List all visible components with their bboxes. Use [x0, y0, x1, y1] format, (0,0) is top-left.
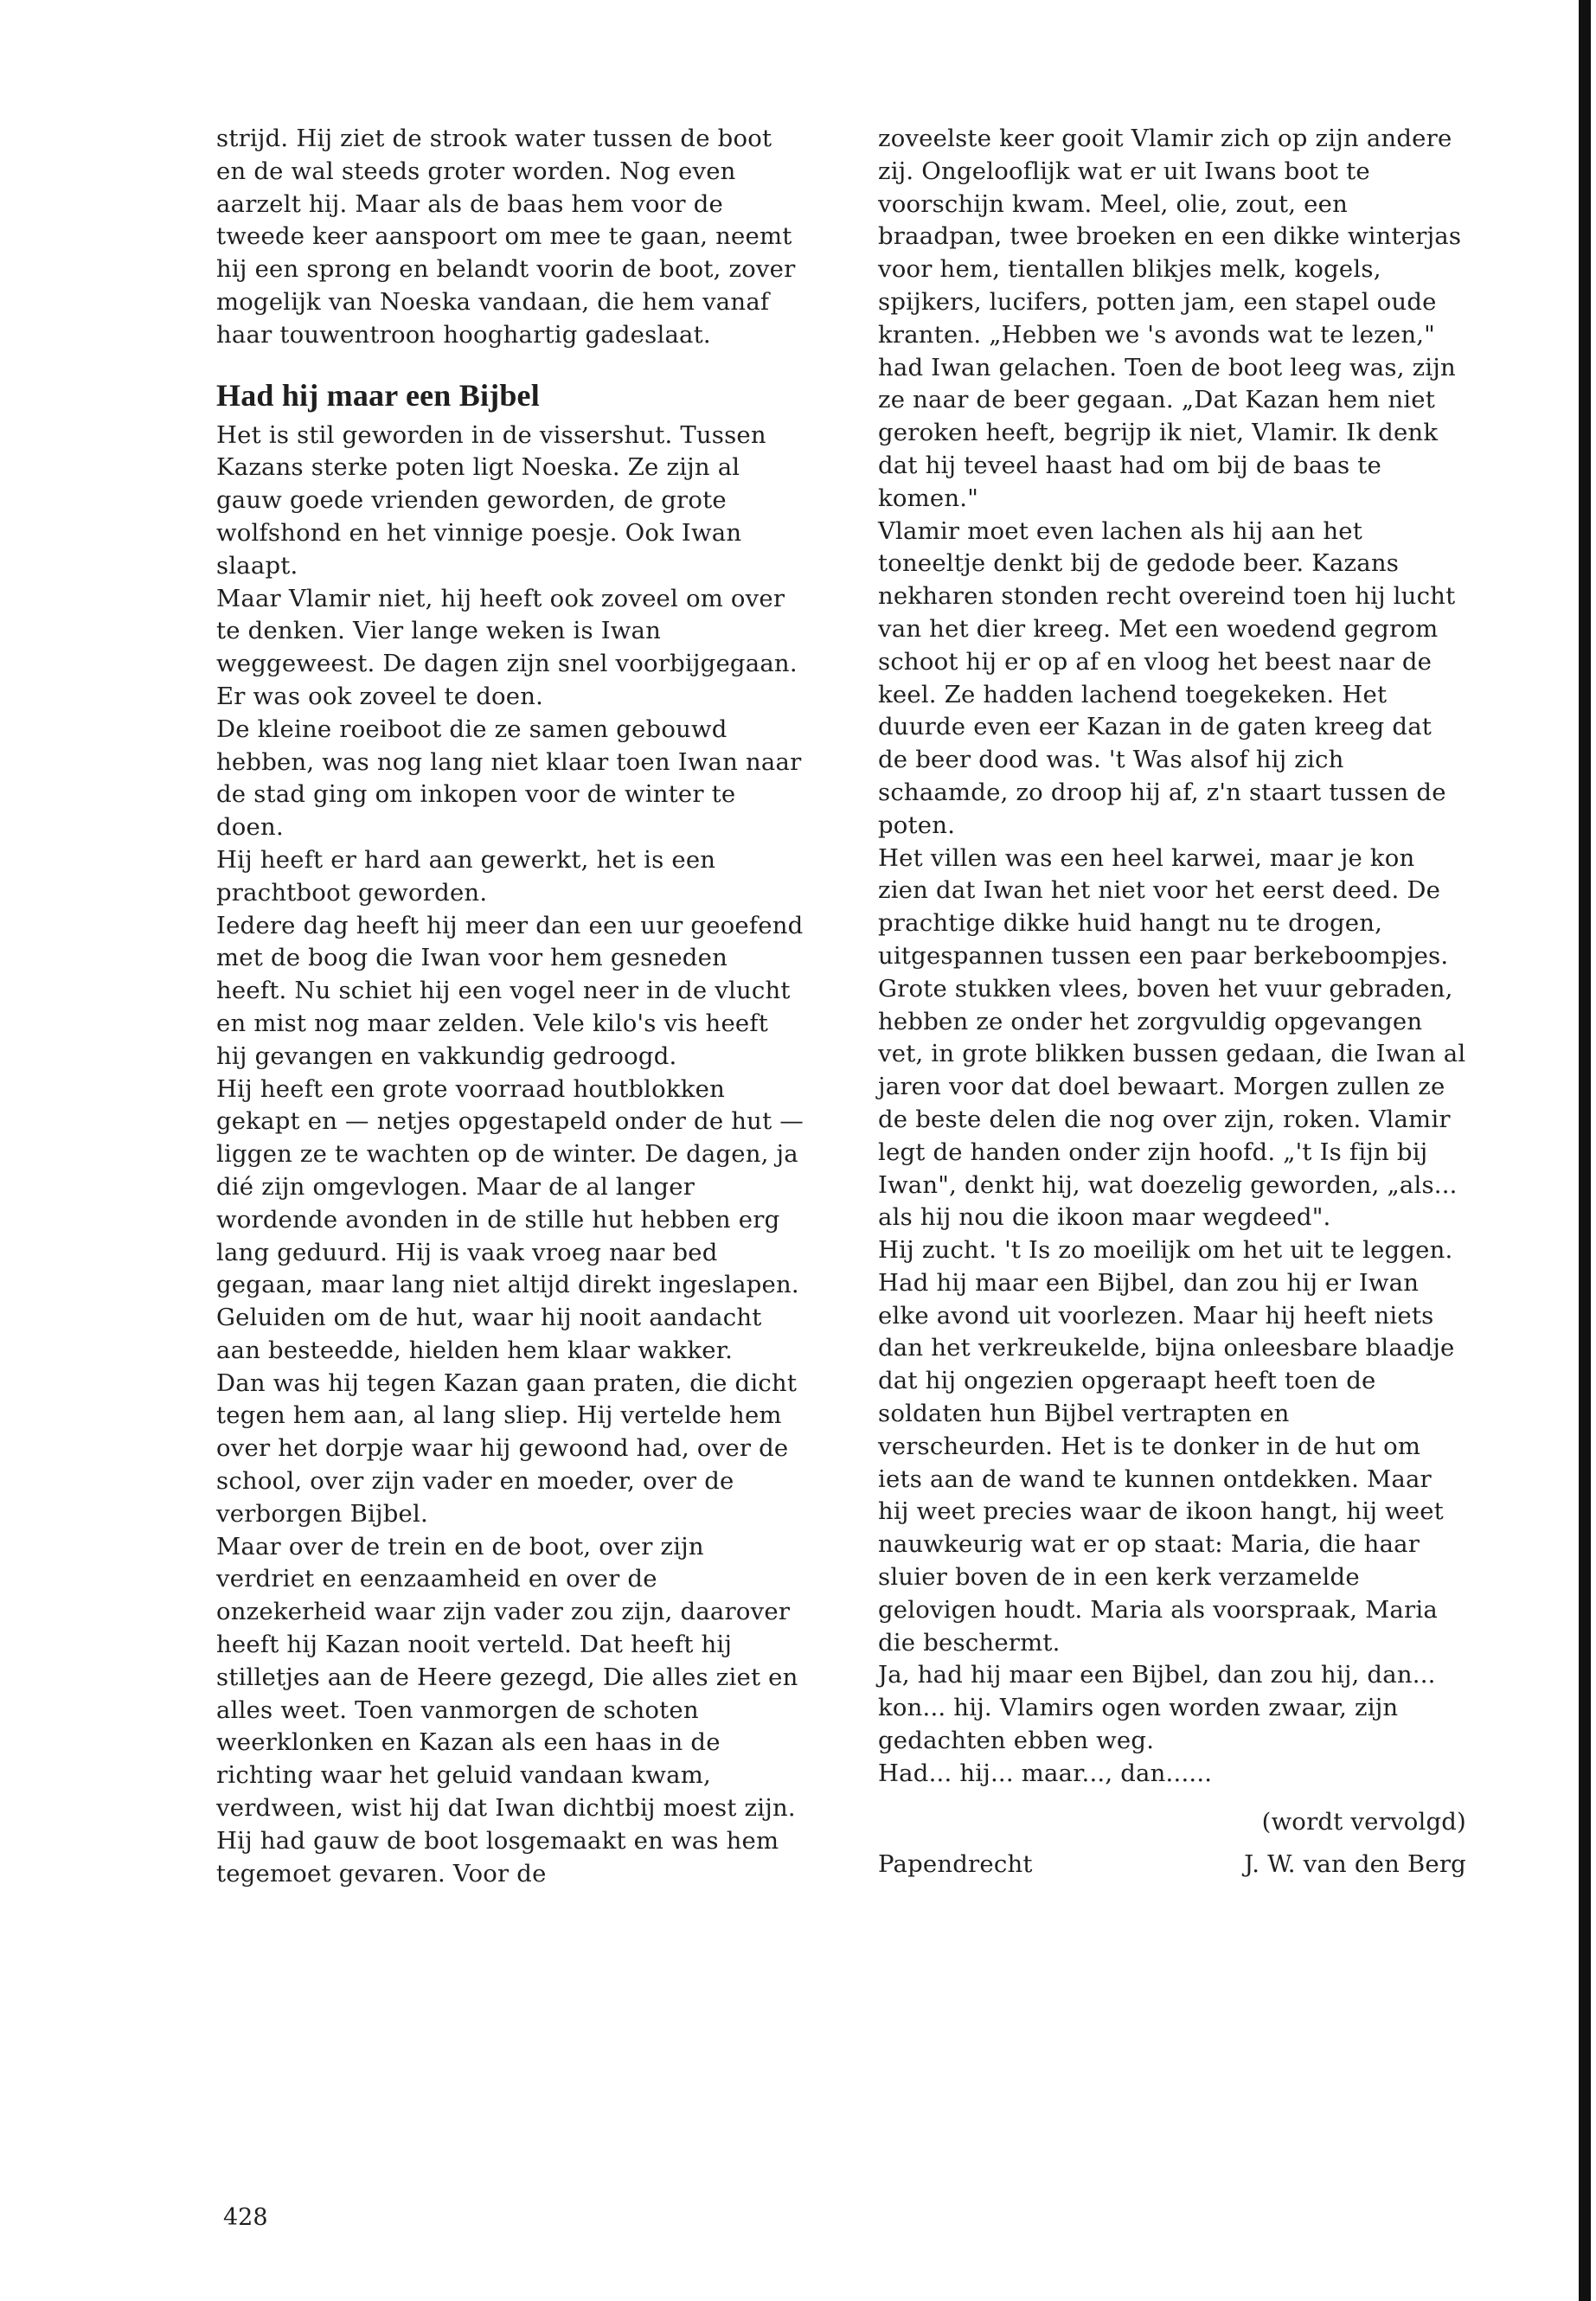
opening-paragraph: strijd. Hij ziet de strook water tussen de boot en de wal steeds groter worden. Nog even aarzelt hij. Maar als de baas hem voor de tweede keer aanspoort om mee te gaan, neemt hij een sprong en belandt voorin de boot, zover mogelijk van Noeska vandaan, die hem vanaf haar touwentroon hooghartig gadeslaat.	[216, 125, 796, 349]
body-paragraph: Het villen was een heel karwei, maar je kon zien dat Iwan het niet voor het eerst deed. De prachtige dikke huid hangt nu te drogen, uitgespannen tussen een paar berkeboompjes. Grote stukken vlees, boven het vuur gebraden, hebben ze onder het zorgvuldig opgevangen vet, in grote blikken bussen gedaan, die Iwan al jaren voor dat doel bewaart. Morgen zullen ze de beste delen die nog over zijn, roken. Vlamir legt de handen onder zijn hoofd. „'t Is fijn bij Iwan", denkt hij, wat doezelig geworden, „als... als hij nou die ikoon maar wegdeed".	[878, 843, 1466, 1232]
body-paragraph: Het is stil geworden in de vissershut. Tussen Kazans sterke poten ligt Noeska. Ze zijn al gauw goede vrienden geworden, de grote wolfshond en het vinnige poesje. Ook Iwan slaapt.	[216, 420, 766, 580]
section-heading: Had hij maar een Bijbel	[216, 377, 540, 413]
right-column	[878, 123, 1466, 1881]
body-paragraph: Maar over de trein en de boot, over zijn verdriet en eenzaamheid en over de onzekerheid waar zijn vader zou zijn, daarover heeft hij Kazan nooit verteld. Dat heeft hij stilletjes aan de Heere gezegd, Die alles ziet en alles weet. Toen vanmorgen de schoten weerklonken en Kazan als een haas in de richting waar het geluid vandaan kwam, verdween, wist hij dat Iwan dichtbij moest zijn. Hij had gauw de boot losgemaakt en was hem tegemoet gevaren. Voor de	[216, 1532, 798, 1888]
signature-author: J. W. van den Berg	[1244, 1850, 1466, 1879]
body-paragraph: Had... hij... maar..., dan......	[878, 1759, 1213, 1787]
signature-place: Papendrecht	[878, 1850, 1033, 1879]
body-paragraph: De kleine roeiboot die ze samen gebouwd hebben, was nog lang niet klaar toen Iwan naar de stad ging om inkopen voor de winter te doen.	[216, 715, 802, 842]
body-paragraph: Maar Vlamir niet, hij heeft ook zoveel om over te denken. Vier lange weken is Iwan weggeweest. De dagen zijn snel voorbijgegaan. Er was ook zoveel te doen.	[216, 584, 798, 710]
body-paragraph: Hij heeft een grote voorraad houtblokken gekapt en — netjes opgestapeld onder de hut — liggen ze te wachten op de winter. De dagen, ja dié zijn omgevlogen. Maar de al langer wordende avonden in de stille hut hebben erg lang geduurd. Hij is vaak vroeg naar bed gegaan, maar lang niet altijd direkt ingeslapen. Geluiden om de hut, waar hij nooit aandacht aan besteedde, hielden hem klaar wakker.	[216, 1074, 804, 1364]
to-be-continued-note: (wordt vervolgd)	[1261, 1807, 1466, 1836]
body-paragraph: Hij zucht. 't Is zo moeilijk om het uit te leggen. Had hij maar een Bijbel, dan zou hij er Iwan elke avond uit voorlezen. Maar hij heeft niets dan het verkreukelde, bijna onleesbare blaadje dat hij ongezien opgeraapt heeft toen de soldaten hun Bijbel vertrapten en verscheurden. Het is te donker in de hut om iets aan de wand te kunnen ontdekken. Maar hij weet precies waar de ikoon hangt, hij weet nauwkeurig wat er op staat: Maria, die haar sluier boven de in een kerk verzamelde gelovigen houdt. Maria als voorspraak, Maria die beschermt.	[878, 1236, 1455, 1657]
body-paragraph: Dan was hij tegen Kazan gaan praten, die dicht tegen hem aan, al lang sliep. Hij vertelde hem over het dorpje waar hij gewoond had, over de school, over zijn vader en moeder, over de verborgen Bijbel.	[216, 1368, 798, 1528]
body-paragraph: Iedere dag heeft hij meer dan een uur geoefend met de boog die Iwan voor hem gesneden heeft. Nu schiet hij een vogel neer in de vlucht en mist nog maar zelden. Vele kilo's vis heeft hij gevangen en vakkundig gedroogd.	[216, 911, 804, 1070]
page-number: 428	[223, 2204, 268, 2231]
page-edge-bar	[1579, 0, 1591, 2301]
left-column	[216, 123, 804, 1890]
body-paragraph: Ja, had hij maar een Bijbel, dan zou hij, dan... kon... hij. Vlamirs ogen worden zwaar, zijn gedachten ebben weg.	[878, 1661, 1436, 1755]
body-paragraph: zoveelste keer gooit Vlamir zich op zijn andere zij. Ongelooflijk wat er uit Iwans boot te voorschijn kwam. Meel, olie, zout, een braadpan, twee broeken en een dikke winterjas voor hem, tientallen blikjes melk, kogels, spijkers, lucifers, potten jam, een stapel oude kranten. „Hebben we 's avonds wat te lezen," had Iwan gelachen. Toen de boot leeg was, zijn ze naar de beer gegaan. „Dat Kazan hem niet geroken heeft, begrijp ik niet, Vlamir. Ik denk dat hij teveel haast had om bij de baas te komen."	[878, 125, 1462, 512]
signature	[878, 1849, 1466, 1881]
body-paragraph: Hij heeft er hard aan gewerkt, het is een prachtboot geworden.	[216, 845, 716, 907]
body-paragraph: Vlamir moet even lachen als hij aan het toneeltje denkt bij de gedode beer. Kazans nekharen stonden recht overeind toen hij lucht van het dier kreeg. Met een woedend gegrom schoot hij er op af en vloog het beest naar de keel. Ze hadden lachend toegekeken. Het duurde even eer Kazan in de gaten kreeg dat de beer dood was. 't Was alsof hij zich schaamde, zo droop hij af, z'n staart tussen de poten.	[878, 516, 1456, 839]
